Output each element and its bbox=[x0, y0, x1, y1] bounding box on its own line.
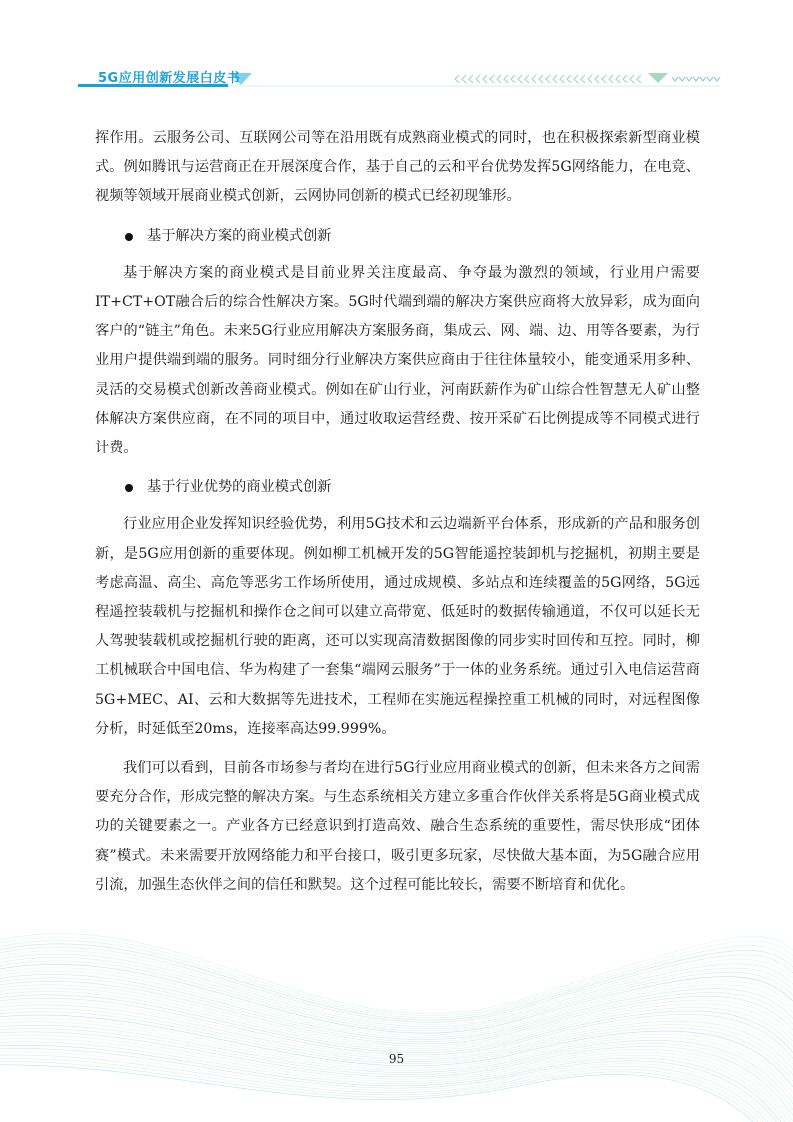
paragraph-4: 我们可以看到，目前各市场参与者均在进行5G行业应用商业模式的创新，但未来各方之间需要充分合作，形成完整的解决方案。与生态系统相关方建立多重合作伙伴关系将是5G商业模式成功的关键要素之一。产业各方已经意识到打造高效、融合生态系统的重要性，需尽快形成“团体赛”模式。未来需要开放网络能力和平台接口，吸引更多玩家，尽快做大基本面，为5G融合应用引流，加强生态伙伴之间的信任和默契。这个过程可能比较长，需要不断培育和优化。 bbox=[95, 760, 700, 893]
chevron-mark bbox=[560, 75, 564, 83]
page-number: 95 bbox=[388, 1052, 405, 1066]
chevron-mark bbox=[700, 77, 706, 81]
bullet-label: 基于解决方案的商业模式创新 bbox=[147, 227, 332, 244]
chevron-mark bbox=[469, 75, 473, 83]
bullet-dot-icon bbox=[125, 233, 133, 241]
chevron-pattern-right-icon bbox=[672, 77, 720, 81]
chevron-mark bbox=[686, 77, 692, 81]
chevron-mark bbox=[476, 75, 480, 83]
chevron-mark bbox=[595, 75, 599, 83]
chevron-pattern-icon bbox=[455, 75, 641, 83]
wave-line bbox=[0, 985, 793, 1047]
chevron-mark bbox=[714, 77, 720, 81]
chevron-mark bbox=[567, 75, 571, 83]
chevron-mark bbox=[553, 75, 557, 83]
chevron-mark bbox=[504, 75, 508, 83]
wave-line bbox=[0, 1065, 793, 1122]
chevron-mark bbox=[602, 75, 606, 83]
main-content bbox=[95, 124, 700, 900]
chevron-mark bbox=[679, 77, 685, 81]
chevron-mark bbox=[511, 75, 515, 83]
chevron-mark bbox=[497, 75, 501, 83]
header-title: 5G应用创新发展白皮书 bbox=[98, 71, 241, 86]
chevron-mark bbox=[630, 75, 634, 83]
chevron-mark bbox=[546, 75, 550, 83]
chevron-mark bbox=[518, 75, 522, 83]
chevron-mark bbox=[693, 77, 699, 81]
wave-line bbox=[0, 961, 793, 1031]
page-header bbox=[0, 0, 793, 100]
chevron-mark bbox=[588, 75, 592, 83]
chevron-mark bbox=[539, 75, 543, 83]
bullet-item-solution bbox=[95, 222, 700, 251]
chevron-mark bbox=[532, 75, 536, 83]
chevron-mark bbox=[616, 75, 620, 83]
chevron-mark bbox=[525, 75, 529, 83]
paragraph-1: 挥作用。云服务公司、互联网公司等在沿用既有成熟商业模式的同时，也在积极探索新型商业模式。例如腾讯与运营商正在开展深度合作，基于自己的云和平台优势发挥5G网络能力，在电竞、视频等领域开展商业模式创新，云网协同创新的模式已经初现雏形。 bbox=[95, 130, 700, 205]
chevron-mark bbox=[490, 75, 494, 83]
chevron-mark bbox=[581, 75, 585, 83]
chevron-mark bbox=[483, 75, 487, 83]
chevron-mark bbox=[455, 75, 459, 83]
chevron-mark bbox=[623, 75, 627, 83]
chevron-mark bbox=[672, 77, 678, 81]
chevron-mark bbox=[707, 77, 713, 81]
bullet-label: 基于行业优势的商业模式创新 bbox=[147, 479, 332, 496]
chevron-mark bbox=[574, 75, 578, 83]
wave-line bbox=[0, 1028, 793, 1109]
chevron-mark bbox=[462, 75, 466, 83]
decorative-wave-lines bbox=[0, 900, 793, 1122]
chevron-mark bbox=[637, 75, 641, 83]
wave-lines-icon bbox=[0, 933, 793, 1122]
bullet-item-industry bbox=[95, 473, 700, 502]
paragraph-2: 基于解决方案的商业模式是目前业界关注度最高、争夺最为激烈的领域，行业用户需要IT+CT+OT融合后的综合性解决方案。5G时代端到端的解决方案供应商将大放异彩，成为面向客户的“链主”角色。未来5G行业应用解决方案服务商，集成云、网、端、边、用等各要素，为行业用户提供端到端的服务。同时细分行业解决方案供应商由于往往体量较小，能变通采用多种、灵活的交易模式创新改善商业模式。例如在矿山行业，河南跃薪作为矿山综合性智慧无人矿山整体解决方案供应商，在不同的项目中，通过收取运营经费、按开采矿石比例提成等不同模式进行计费。 bbox=[95, 264, 700, 457]
paragraph-3: 行业应用企业发挥知识经验优势，利用5G技术和云边端新平台体系，形成新的产品和服务创新，是5G应用创新的重要体现。例如柳工机械开发的5G智能遥控装卸机与挖掘机，初期主要是考虑高温、高尘、高危等恶劣工作场所使用，通过成规模、多站点和连续覆盖的5G网络，5G远程遥控装载机与挖掘机和操作仓之间可以建立高带宽、低延时的数据传输通道，不仅可以延长无人驾驶装载机或挖掘机行驶的距离，还可以实现高清数据图像的同步实时回传和互控。同时，柳工机械联合中国电信、华为构建了一套集“端网云服务”于一体的业务系统。通过引入电信运营商 5G+MEC、AI、云和大数据等先进技术，工程师在实施远程操控重工机械的同时，对远程图像分析，时延低至20ms，连接率高达99.999%。 bbox=[95, 516, 700, 737]
header-triangle-right-icon bbox=[648, 73, 668, 83]
chevron-mark bbox=[609, 75, 613, 83]
